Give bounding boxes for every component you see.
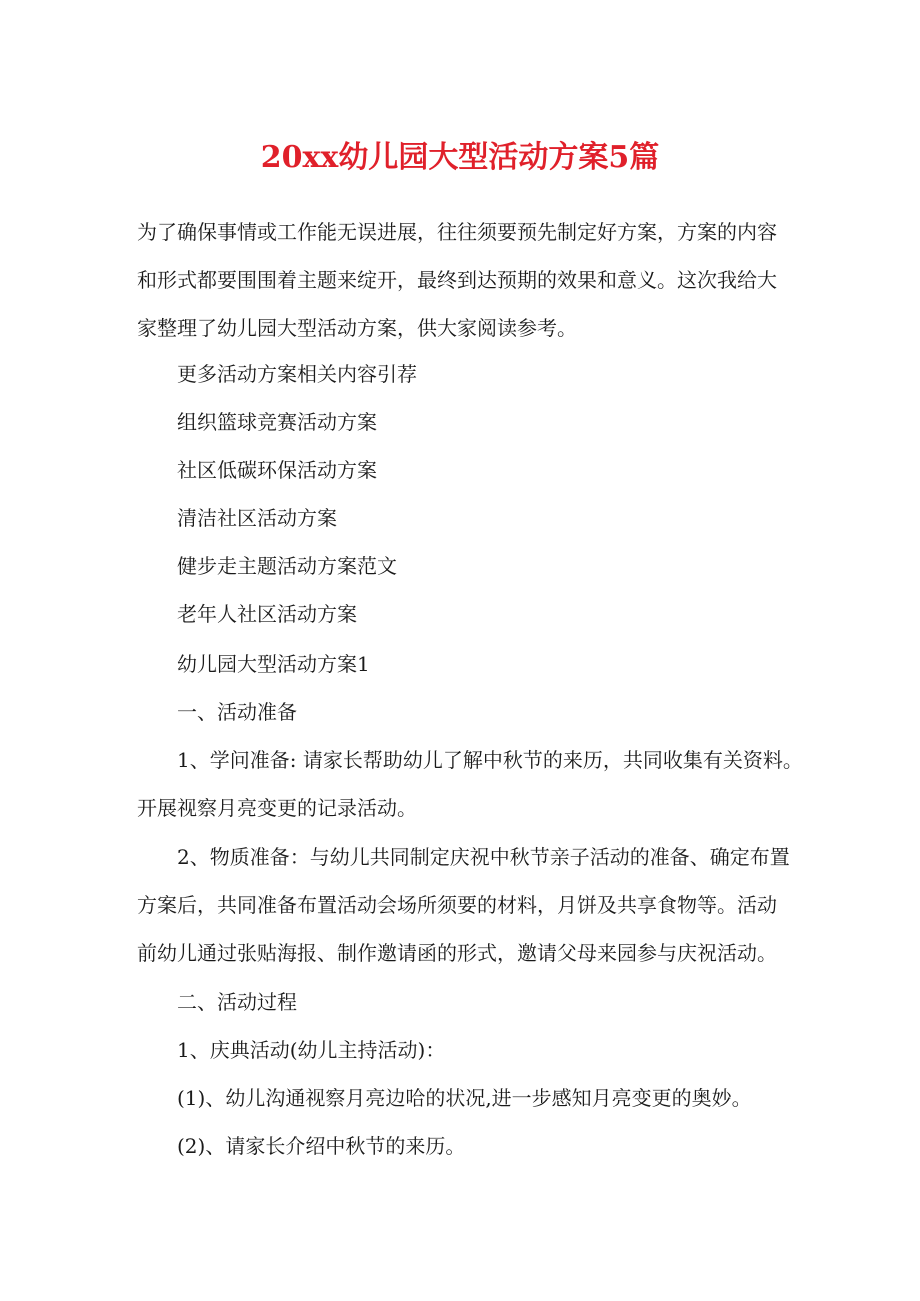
intro-line: 家整理了幼儿园大型活动方案，供大家阅读参考。: [137, 316, 577, 340]
item-one-line: 1、学问准备: 请家长帮助幼儿了解中秋节的来历，共同收集有关资料。: [177, 748, 803, 772]
item-two-line: 方案后，共同准备布置活动会场所须要的材料，月饼及共享食物等。活动: [137, 893, 777, 917]
item-two-paragraph: [137, 833, 797, 977]
related-link[interactable]: 老年人社区活动方案: [177, 602, 357, 626]
item-two-line: 前幼儿通过张贴海报、制作邀请函的形式，邀请父母来园参与庆祝活动。: [137, 941, 777, 965]
part-one-heading: 一、活动准备: [177, 700, 297, 724]
item-two-line: 2、物质准备：与幼儿共同制定庆祝中秋节亲子活动的准备、确定布置: [177, 845, 790, 869]
item-one-line: 开展视察月亮变更的记录活动。: [137, 796, 417, 820]
item-one-paragraph: [137, 736, 803, 832]
related-link[interactable]: 健步走主题活动方案范文: [177, 554, 397, 578]
sub-item-one: (1)、幼儿沟通视察月亮边哈的状况,进一步感知月亮变更的奥妙。: [177, 1086, 752, 1110]
document-title: 20xx幼儿园大型活动方案5篇: [260, 140, 660, 175]
related-link[interactable]: 清洁社区活动方案: [177, 506, 337, 530]
intro-line: 为了确保事情或工作能无误进展，往往须要预先制定好方案，方案的内容: [137, 220, 777, 244]
section-title: 幼儿园大型活动方案1: [177, 652, 370, 676]
part-two-heading: 二、活动过程: [177, 990, 297, 1014]
sub-item-two: (2)、请家长介绍中秋节的来历。: [177, 1134, 466, 1158]
related-link[interactable]: 社区低碳环保活动方案: [177, 458, 377, 482]
intro-paragraph: [137, 208, 787, 352]
related-links-list: [177, 350, 797, 638]
related-link[interactable]: 组织篮球竞赛活动方案: [177, 410, 377, 434]
intro-line: 和形式都要围围着主题来绽开，最终到达预期的效果和意义。这次我给大: [137, 268, 777, 292]
activity-one: 1、庆典活动(幼儿主持活动)：: [177, 1038, 446, 1062]
related-links-heading: 更多活动方案相关内容引荐: [177, 362, 417, 386]
